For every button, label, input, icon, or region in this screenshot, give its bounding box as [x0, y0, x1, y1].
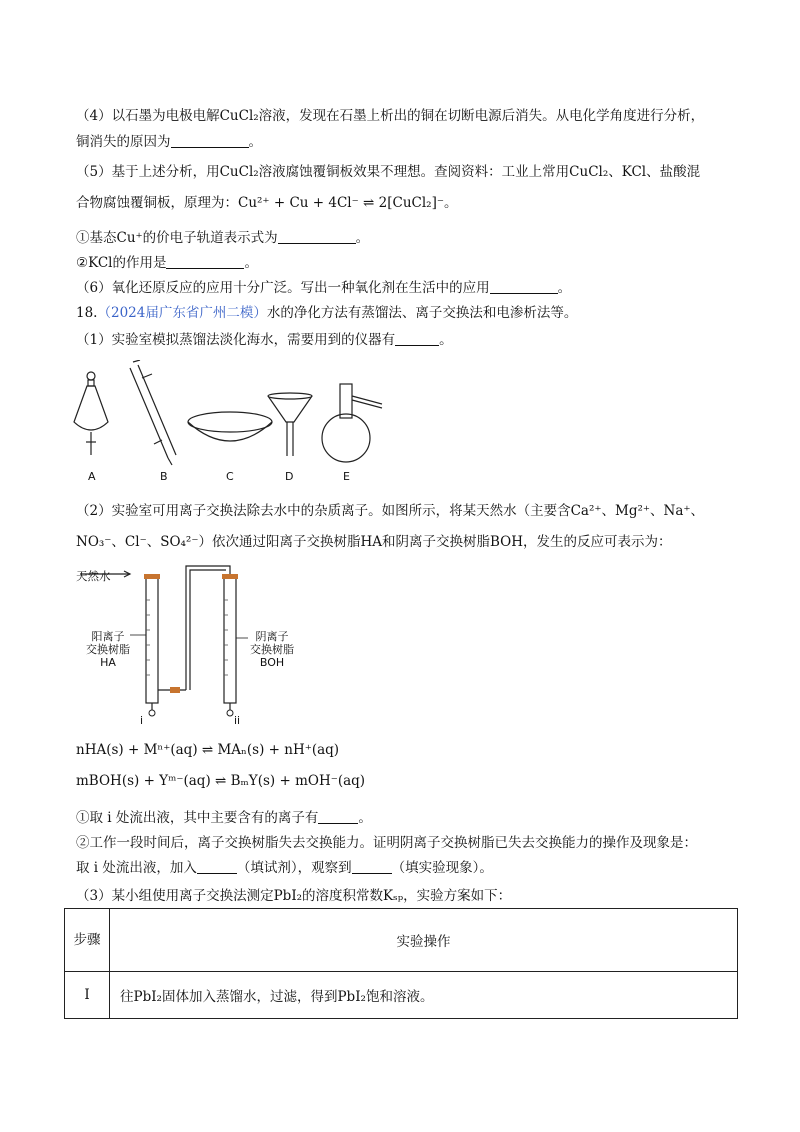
stopper-right — [222, 574, 238, 579]
answer-blank — [278, 229, 356, 244]
q18-sub2-line2 — [76, 856, 493, 876]
header-step: 步骤 — [65, 909, 110, 972]
question-number: 18. — [76, 305, 98, 321]
q18-part1 — [76, 328, 453, 348]
q17-part6-text: （6）氧化还原反应的应用十分广泛。写出一种氧化剂在生活中的应用 — [76, 280, 490, 296]
row-step: I — [65, 972, 110, 1019]
q18-part2-line1: （2）实验室可用离子交换法除去水中的杂质离子。如图所示，将某天然水（主要含Ca²⁺、Mg²⁺、Na⁺、 — [76, 503, 704, 519]
table-row — [65, 972, 738, 1019]
cation-column — [146, 578, 158, 703]
q17-sub2 — [76, 251, 258, 271]
q17-part4-text: 铜消失的原因为 — [76, 134, 171, 150]
q17-sub2-text: ②KCl的作用是 — [76, 255, 167, 271]
answer-blank — [197, 859, 237, 874]
q18-part3: （3）某小组使用离子交换法测定PbI₂的溶度积常数Kₛₚ，实验方案如下： — [76, 888, 512, 904]
question-source: （2024届广东省广州二模） — [97, 305, 267, 321]
q18-part2-line2: NO₃⁻、Cl⁻、SO₄²⁻）依次通过阳离子交换树脂HA和阴离子交换树脂BOH，发生的反应可表示为： — [76, 534, 672, 550]
separatory-funnel-icon — [74, 372, 108, 455]
period: 。 — [439, 332, 453, 348]
q18-sub2-text-c: （填实验现象）。 — [391, 860, 493, 876]
answer-blank — [166, 254, 244, 269]
period: 。 — [355, 230, 370, 246]
label-line: HA — [100, 656, 116, 669]
q18-part1-text: （1）实验室模拟蒸馏法淡化海水，需要用到的仪器有 — [76, 332, 396, 348]
connector-joint — [170, 687, 180, 693]
apparatus-label-e: E — [343, 470, 350, 483]
outlet-ii-label: ii — [234, 714, 241, 727]
anion-resin-label — [250, 630, 294, 669]
apparatus-label-d: D — [285, 470, 294, 483]
row-operation: 往PbI₂固体加入蒸馏水，过滤，得到PbI₂饱和溶液。 — [110, 972, 738, 1019]
q18-sub1 — [76, 806, 372, 826]
q18-sub1-text: ①取 i 处流出液，其中主要含有的离子有 — [76, 810, 319, 826]
question-intro: 水的净化方法有蒸馏法、离子交换法和电渗析法等。 — [266, 305, 578, 321]
inlet-label: 天然水 — [76, 569, 111, 583]
equation-1: nHA(s) + Mⁿ⁺(aq) ⇌ MAₙ(s) + nH⁺(aq) — [76, 742, 340, 758]
cation-resin-label — [86, 630, 130, 669]
evaporating-dish-icon — [188, 412, 272, 441]
q17-part5-line2: 合物腐蚀覆铜板，原理为：Cu²⁺ + Cu + 4Cl⁻ ⇌ 2[CuCl₂]⁻。 — [76, 195, 458, 211]
answer-blank — [352, 859, 392, 874]
q17-part6 — [76, 276, 571, 296]
q18-sub2-text-b: （填试剂），观察到 — [236, 860, 352, 876]
apparatus-label-a: A — [88, 470, 96, 483]
label-line: 交换树脂 — [250, 643, 294, 656]
answer-blank — [318, 809, 358, 824]
period: 。 — [557, 280, 572, 296]
header-operation: 实验操作 — [110, 909, 738, 972]
condenser-icon — [130, 360, 176, 465]
q17-sub1 — [76, 226, 369, 246]
label-line: BOH — [259, 656, 285, 669]
period: 。 — [248, 134, 262, 150]
label-line: 阴离子 — [255, 630, 289, 643]
apparatus-label-b: B — [160, 470, 168, 483]
answer-blank — [395, 331, 439, 346]
q17-part5-line1: （5）基于上述分析，用CuCl₂溶液腐蚀覆铜板效果不理想。查阅资料：工业上常用CuCl₂、KCl、盐酸混 — [76, 164, 701, 180]
period: 。 — [358, 810, 372, 826]
q17-sub1-text: ①基态Cu⁺的价电子轨道表示式为 — [76, 230, 278, 246]
period: 。 — [244, 255, 258, 271]
funnel-icon — [268, 393, 312, 456]
q17-part4-line2 — [76, 130, 262, 150]
distillation-flask-icon — [322, 384, 382, 462]
apparatus-figure — [60, 360, 400, 485]
equation-2: mBOH(s) + Yᵐ⁻(aq) ⇌ BₘY(s) + mOH⁻(aq) — [76, 773, 366, 789]
stopper-left — [144, 574, 160, 579]
experiment-steps-table — [64, 908, 738, 1019]
q18-sub2-text-a: 取 i 处流出液，加入 — [76, 860, 197, 876]
table-header-row — [65, 909, 738, 972]
anion-column — [224, 578, 236, 703]
q18-sub2-line1: ②工作一段时间后，离子交换树脂失去交换能力。证明阴离子交换树脂已失去交换能力的操作及现象是： — [76, 835, 697, 851]
q18-header — [76, 301, 577, 321]
answer-blank — [171, 133, 249, 148]
label-line: 阳离子 — [91, 630, 125, 643]
apparatus-label-c: C — [226, 470, 234, 483]
outlet-i-label: i — [140, 714, 144, 727]
q17-part4-line1: （4）以石墨为电极电解CuCl₂溶液，发现在石墨上析出的铜在切断电源后消失。从电化学角度进行分析， — [76, 108, 705, 124]
label-line: 交换树脂 — [86, 643, 130, 656]
answer-blank — [490, 279, 558, 294]
